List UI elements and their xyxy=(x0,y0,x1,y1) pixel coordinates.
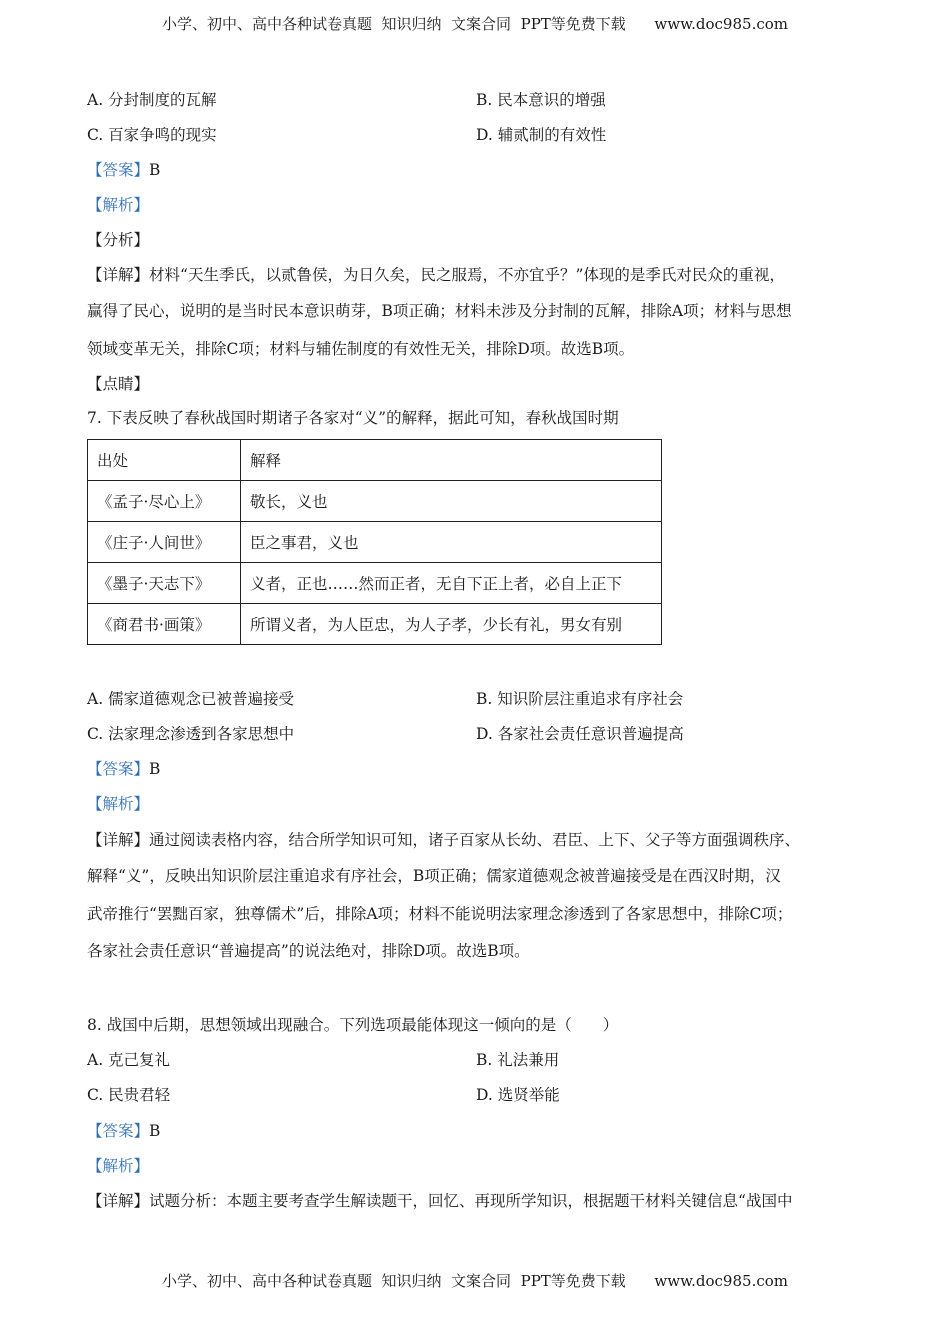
answer-tag: 【答案】 xyxy=(87,161,150,179)
detail-tag: 【详解】 xyxy=(87,266,150,284)
detail-text: 通过阅读表格内容，结合所学知识可知，诸子百家从长幼、君臣、上下、父子等方面强调秩序、 xyxy=(149,831,801,849)
q6-option-b: B. 民本意识的增强 xyxy=(476,91,606,109)
q6-fenxi-tag: 【分析】 xyxy=(87,231,150,249)
page-header: 小学、初中、高中各种试卷真题 知识归纳 文案合同 PPT等免费下载 www.doc985.com xyxy=(161,15,788,33)
q8-detail-line-1 xyxy=(87,1191,792,1211)
table-header-row xyxy=(88,440,662,481)
q7-option-a: A. 儒家道德观念已被普遍接受 xyxy=(87,690,295,708)
detail-tag: 【详解】 xyxy=(87,1192,150,1210)
q8-option-a: A. 克己复礼 xyxy=(87,1051,171,1069)
q8-analysis-tag: 【解析】 xyxy=(87,1157,150,1175)
q7-stem: 7. 下表反映了春秋战国时期诸子各家对“义”的解释，据此可知，春秋战国时期 xyxy=(87,409,619,427)
q6-detail-line-3: 领域变革无关，排除C项；材料与辅佐制度的有效性无关，排除D项。故选B项。 xyxy=(87,340,635,358)
detail-text: 材料“天生季氏，以贰鲁侯，为日久矣，民之服焉，不亦宜乎？”体现的是季氏对民众的重视， xyxy=(149,266,785,284)
q6-detail-line-2: 赢得了民心，说明的是当时民本意识萌芽，B项正确；材料未涉及分封制的瓦解，排除A项；材料与思想 xyxy=(87,302,792,320)
answer-value: B xyxy=(149,161,161,179)
table-cell-source: 《墨子·天志下》 xyxy=(88,563,241,604)
table-cell-source: 《商君书·画策》 xyxy=(88,604,241,645)
q6-answer xyxy=(87,160,160,180)
q7-option-c: C. 法家理念渗透到各家思想中 xyxy=(87,725,295,743)
q6-option-c: C. 百家争鸣的现实 xyxy=(87,126,217,144)
q7-answer xyxy=(87,759,160,779)
table-row xyxy=(88,481,662,522)
table-cell-source: 《庄子·人间世》 xyxy=(88,522,241,563)
q8-answer xyxy=(87,1121,160,1141)
q6-analysis-tag: 【解析】 xyxy=(87,196,150,214)
q6-option-d: D. 辅贰制的有效性 xyxy=(476,126,607,144)
q8-option-d: D. 选贤举能 xyxy=(476,1086,560,1104)
q7-detail-line-1 xyxy=(87,830,800,850)
answer-tag: 【答案】 xyxy=(87,1122,150,1140)
answer-value: B xyxy=(149,1122,161,1140)
q6-option-a: A. 分封制度的瓦解 xyxy=(87,91,217,109)
table-cell-explanation: 义者，正也……然而正者，无自下正上者，必自上正下 xyxy=(241,563,662,604)
answer-tag: 【答案】 xyxy=(87,760,150,778)
table-row xyxy=(88,522,662,563)
answer-value: B xyxy=(149,760,161,778)
detail-text: 试题分析：本题主要考查学生解读题干，回忆、再现所学知识，根据题干材料关键信息“战国中 xyxy=(149,1192,793,1210)
q7-detail-line-4: 各家社会责任意识“普遍提高”的说法绝对，排除D项。故选B项。 xyxy=(87,942,530,960)
page-footer: 小学、初中、高中各种试卷真题 知识归纳 文案合同 PPT等免费下载 www.doc985.com xyxy=(161,1272,788,1290)
q7-detail-line-3: 武帝推行“罢黜百家，独尊儒术”后，排除A项；材料不能说明法家理念渗透到了各家思想中，排除C项； xyxy=(87,905,793,923)
detail-tag: 【详解】 xyxy=(87,831,150,849)
q8-option-c: C. 民贵君轻 xyxy=(87,1086,171,1104)
q7-analysis-tag: 【解析】 xyxy=(87,795,150,813)
table-row xyxy=(88,563,662,604)
table-header-cell: 出处 xyxy=(88,440,241,481)
q6-detail-line-1 xyxy=(87,265,785,285)
table-row xyxy=(88,604,662,645)
table-cell-source: 《孟子·尽心上》 xyxy=(88,481,241,522)
table-cell-explanation: 臣之事君，义也 xyxy=(241,522,662,563)
q7-option-b: B. 知识阶层注重追求有序社会 xyxy=(476,690,684,708)
q8-stem: 8. 战国中后期，思想领域出现融合。下列选项最能体现这一倾向的是（ ） xyxy=(87,1016,619,1034)
q7-detail-line-2: 解释“义”，反映出知识阶层注重追求有序社会，B项正确；儒家道德观念被普遍接受是在西汉时期，汉 xyxy=(87,867,781,885)
q7-source-table xyxy=(87,439,662,645)
table-cell-explanation: 敬长，义也 xyxy=(241,481,662,522)
q8-option-b: B. 礼法兼用 xyxy=(476,1051,560,1069)
table-header-cell: 解释 xyxy=(241,440,662,481)
table-cell-explanation: 所谓义者，为人臣忠，为人子孝，少长有礼，男女有别 xyxy=(241,604,662,645)
q7-option-d: D. 各家社会责任意识普遍提高 xyxy=(476,725,684,743)
q6-dianjing-tag: 【点睛】 xyxy=(87,375,150,393)
